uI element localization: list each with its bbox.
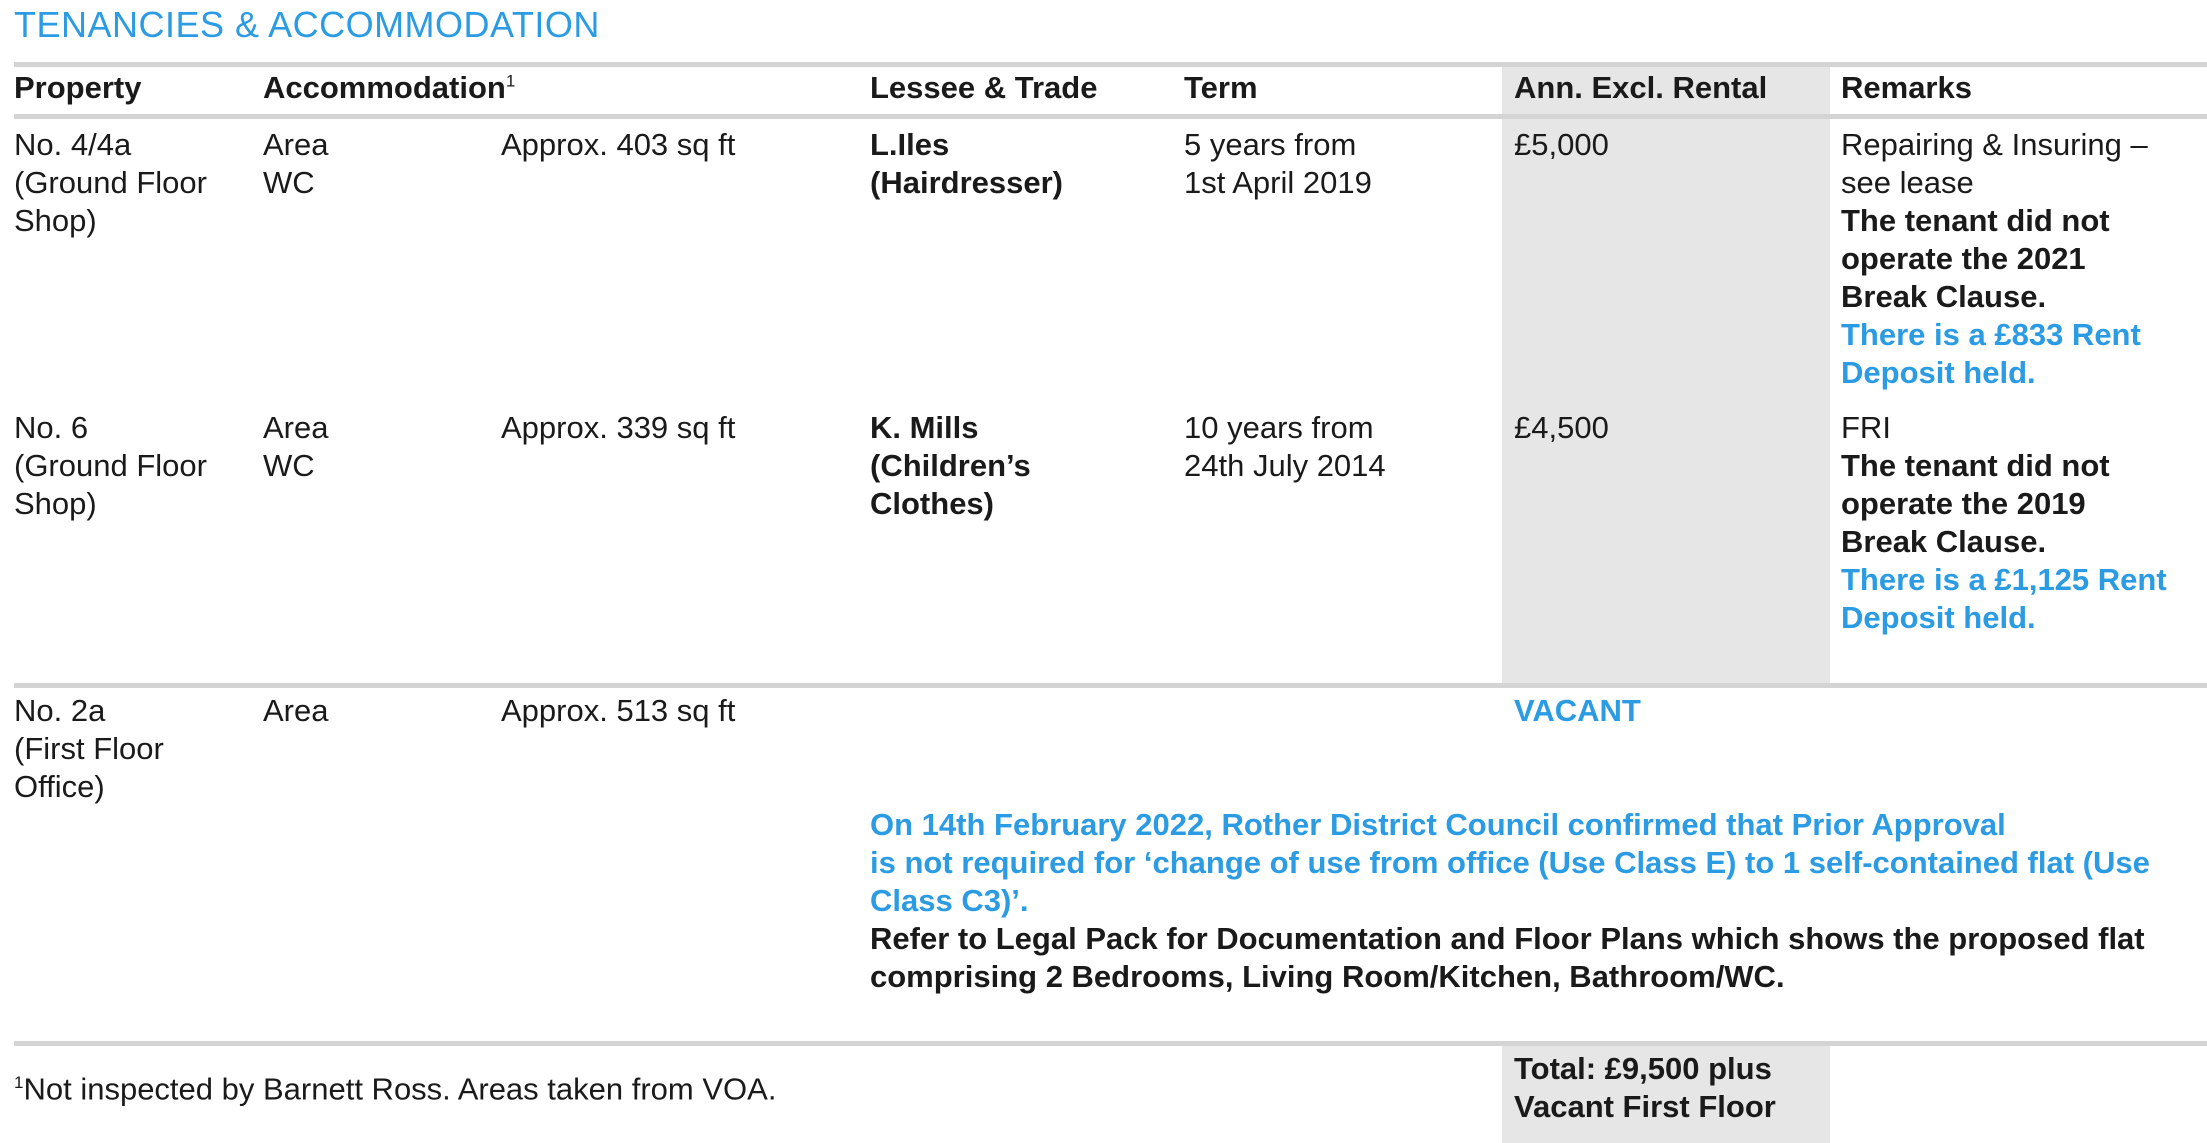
header-lessee: Lessee & Trade — [870, 70, 1098, 105]
footnote-marker: 1 — [14, 1073, 24, 1092]
row3-rental-vacant: VACANT — [1514, 693, 1641, 728]
row2-property: No. 6 (Ground Floor Shop) — [14, 410, 207, 521]
row1-term: 5 years from 1st April 2019 — [1184, 127, 1372, 200]
header-term: Term — [1184, 70, 1258, 105]
total-rental: Total: £9,500 plus Vacant First Floor — [1514, 1051, 1776, 1124]
rule-bottom — [14, 1041, 2207, 1046]
rule-row-2 — [14, 683, 2207, 688]
header-property: Property — [14, 70, 142, 105]
row2-rental: £4,500 — [1514, 410, 1609, 445]
row1-rental: £5,000 — [1514, 127, 1609, 162]
header-rental: Ann. Excl. Rental — [1514, 70, 1768, 105]
header-accommodation: Accommodation$^1$ — [263, 70, 516, 105]
row3-note: On 14th February 2022, Rother District Council confirmed that Prior Approval is not required for ‘change of use from office (Use Class E) to 1 self-contained flat (Use Class C3)’. Refer to Legal Pack for Documentation and Floor Plans which shows the proposed flat comprising 2 Bedrooms, Living Room/Kitchen, Bathroom/WC. — [870, 807, 2150, 994]
row1-acc-size: Approx. 403 sq ft — [501, 127, 736, 162]
footnote: $^1$Not inspected by Barnett Ross. Areas taken from VOA. — [14, 1071, 777, 1107]
row1-lessee: L.Iles (Hairdresser) — [870, 127, 1063, 200]
row2-remarks: FRI The tenant did not operate the 2019 Break Clause. There is a £1,125 Rent Deposit held. — [1841, 410, 2167, 635]
row2-term: 10 years from 24th July 2014 — [1184, 410, 1386, 483]
row3-acc-size: Approx. 513 sq ft — [501, 693, 736, 728]
row1-acc-labels: Area WC — [263, 127, 329, 200]
row2-lessee: K. Mills (Children’s Clothes) — [870, 410, 1031, 521]
row3-acc-labels: Area — [263, 693, 329, 728]
header-accommodation-footnote-ref: 1 — [505, 71, 516, 91]
row1-remarks: Repairing & Insuring – see lease The tenant did not operate the 2021 Break Clause. There is a £833 Rent Deposit held. — [1841, 127, 2148, 390]
row2-acc-labels: Area WC — [263, 410, 329, 483]
rule-top — [14, 62, 2207, 67]
header-remarks: Remarks — [1841, 70, 1972, 105]
row3-property: No. 2a (First Floor Office) — [14, 693, 164, 804]
section-title: TENANCIES & ACCOMMODATION — [14, 4, 600, 45]
row2-acc-size: Approx. 339 sq ft — [501, 410, 736, 445]
row1-property: No. 4/4a (Ground Floor Shop) — [14, 127, 207, 238]
rule-header — [14, 114, 2207, 119]
